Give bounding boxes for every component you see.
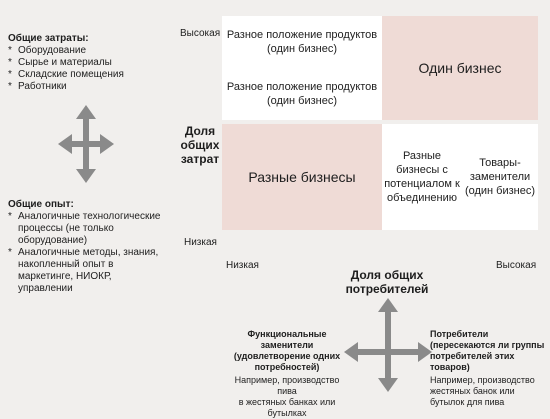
cell-text-line: Разное положение продуктов [226,29,378,41]
functional-example: Например, производство пива в жестяных банках или бутылках [234,375,340,418]
experience-list [8,211,168,295]
cell-text-line: Разное положение продуктов [226,81,378,93]
consumers-block [430,329,548,408]
cell-text-line: Разные [402,150,442,162]
functional-substitutes-block [226,329,348,419]
cell-text-line: (один бизнес) [266,43,338,55]
costs-item: * Работники [8,81,168,93]
y-axis-title-line: общих [180,138,220,152]
four-way-arrow-icon [344,298,432,392]
x-axis-high-label: Высокая [496,260,537,271]
experience-item: * Аналогичные технологические процессы (не только оборудование) [8,211,168,247]
functional-title: Функциональные заменители (удовлетворение одних потребностей) [233,329,341,372]
cell-text-line: заменители [469,171,531,183]
x-axis-title-line: потребителей [345,282,429,296]
y-axis-high-label: Высокая [180,28,221,39]
cell-text-line: Товары- [479,157,521,169]
cell-different-position-top [222,16,382,68]
cell-text-line: бизнесы с [396,164,448,176]
consumers-example: Например, производство жестяных банок или бутылок для пива [430,375,535,407]
cell-potential-businesses [382,124,462,230]
experience-section [8,199,168,295]
costs-title: Общие затраты: [8,33,89,44]
cell-different-businesses: Разные бизнесы [222,124,382,230]
cell-one-business: Один бизнес [382,16,538,120]
experience-item: * Аналогичные методы, знания, накопленный опыт в маркетинге, НИОКР, управлении [8,247,168,295]
costs-section [8,33,168,93]
cell-text-line: объединению [386,192,458,204]
x-axis-title [332,268,442,296]
x-axis-low-label: Низкая [226,260,259,271]
y-axis-title-line: Доля [184,124,216,138]
y-axis-title [178,124,222,166]
consumers-title: Потребители (пересекаются ли группы потребителей этих товаров) [430,329,545,372]
x-axis-title-line: Доля общих [350,268,424,282]
experience-title: Общие опыт: [8,199,74,210]
four-way-arrow-icon [58,105,114,183]
costs-item: * Складские помещения [8,69,168,81]
costs-list [8,45,168,93]
cell-text-line: (один бизнес) [464,185,536,197]
y-axis-title-line: затрат [180,152,220,166]
cell-substitute-products [462,124,538,230]
y-axis-low-label: Низкая [184,237,217,248]
cell-text-line: потенциалом к [384,178,460,190]
costs-item: * Сырье и материалы [8,57,168,69]
cell-text-line: (один бизнес) [266,95,338,107]
cell-different-position-middle [222,68,382,120]
costs-item: * Оборудование [8,45,168,57]
